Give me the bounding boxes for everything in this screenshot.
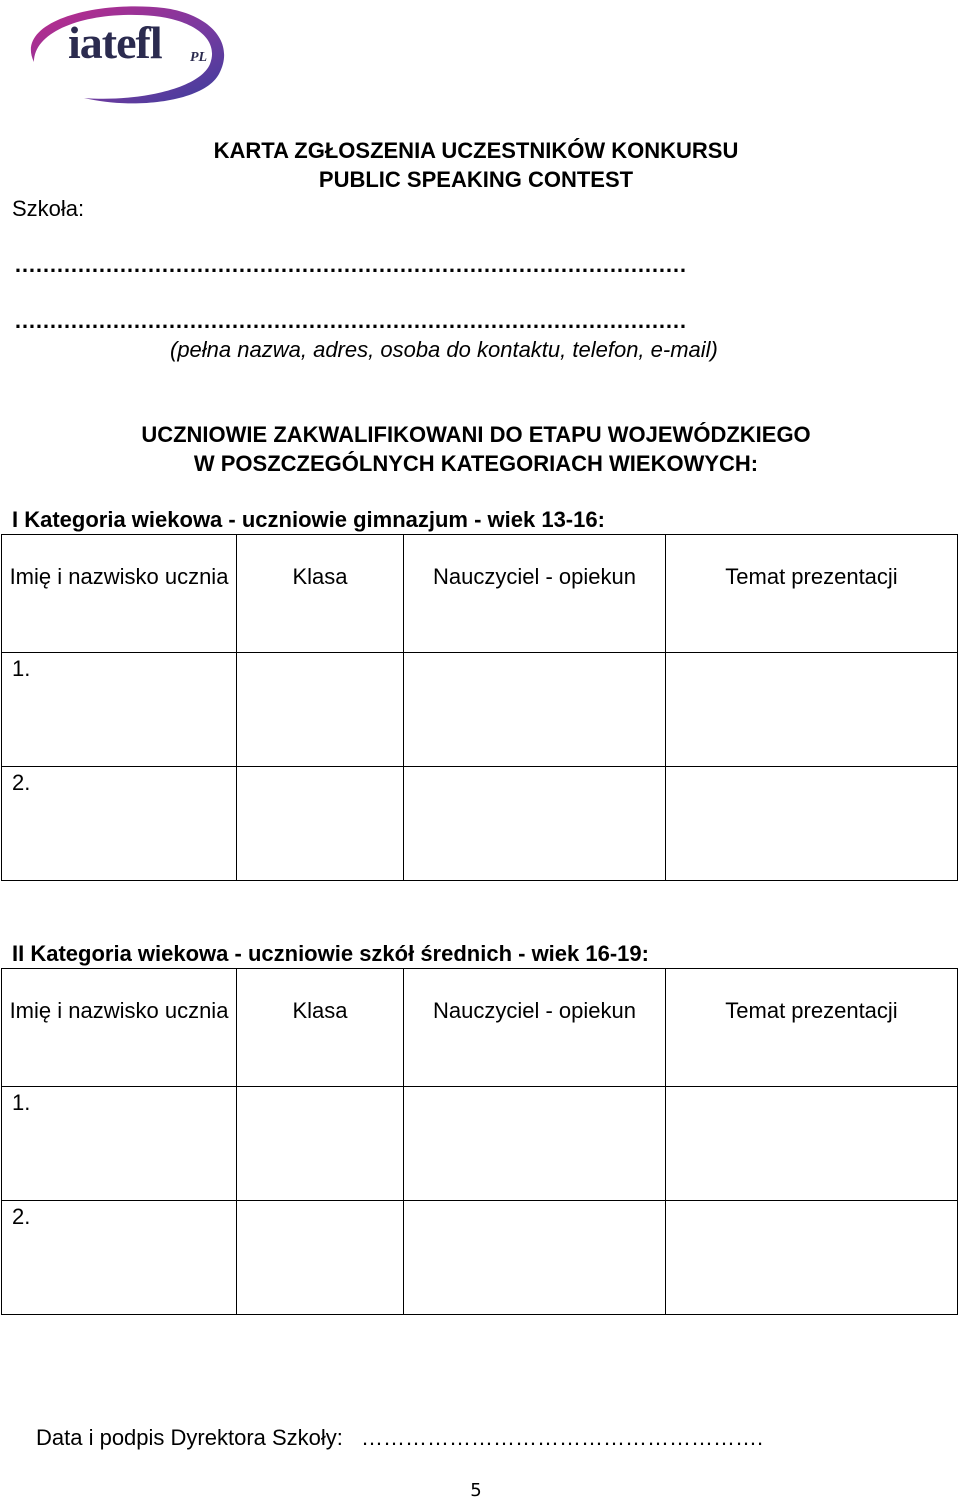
section-heading-line1: UCZNIOWIE ZAKWALIFIKOWANI DO ETAPU WOJEWÓDZKIEGO <box>141 422 811 447</box>
teacher-cell[interactable] <box>404 1087 666 1201</box>
row-number-cell[interactable]: 1. <box>2 1087 237 1201</box>
topic-cell[interactable] <box>666 1087 958 1201</box>
table-row <box>2 1087 958 1201</box>
form-title-line1: KARTA ZGŁOSZENIA UCZESTNIKÓW KONKURSU <box>213 138 739 163</box>
header-topic: Temat prezentacji <box>666 969 958 1087</box>
page-number: 5 <box>470 1480 482 1501</box>
category-2-title: II Kategoria wiekowa - uczniowie szkół średnich - wiek 16-19: <box>12 941 649 966</box>
header-class: Klasa <box>237 969 404 1087</box>
header-class: Klasa <box>237 535 404 653</box>
class-cell[interactable] <box>237 767 404 881</box>
table-row <box>2 767 958 881</box>
row-number-cell[interactable]: 2. <box>2 1201 237 1315</box>
table-row <box>2 1201 958 1315</box>
class-cell[interactable] <box>237 1201 404 1315</box>
header-student-name: Imię i nazwisko ucznia <box>2 969 237 1087</box>
category-1-table <box>1 534 958 881</box>
class-cell[interactable] <box>237 653 404 767</box>
teacher-cell[interactable] <box>404 1201 666 1315</box>
topic-cell[interactable] <box>666 767 958 881</box>
school-fill-line-2[interactable]: …………………………………………………………………………………… <box>14 308 686 333</box>
signature-fill[interactable]: ………………………………………………. <box>361 1425 764 1450</box>
row-number-cell[interactable]: 1. <box>2 653 237 767</box>
topic-cell[interactable] <box>666 653 958 767</box>
category-2-table <box>1 968 958 1315</box>
table-header-row <box>2 535 958 653</box>
school-fill-line-1[interactable]: …………………………………………………………………………………… <box>14 252 686 277</box>
section-heading-line2: W POSZCZEGÓLNYCH KATEGORIACH WIEKOWYCH: <box>193 451 759 476</box>
header-student-name: Imię i nazwisko ucznia <box>2 535 237 653</box>
logo-wordmark: iatefl <box>68 17 162 68</box>
signature-label: Data i podpis Dyrektora Szkoły: <box>36 1425 343 1450</box>
table-row <box>2 653 958 767</box>
signature-line <box>36 1425 763 1451</box>
table-header-row <box>2 969 958 1087</box>
header-topic: Temat prezentacji <box>666 535 958 653</box>
school-hint: (pełna nazwa, adres, osoba do kontaktu, telefon, e-mail) <box>170 337 718 362</box>
class-cell[interactable] <box>237 1087 404 1201</box>
logo-suffix: PL <box>190 50 208 65</box>
header-teacher: Nauczyciel - opiekun <box>404 535 666 653</box>
teacher-cell[interactable] <box>404 653 666 767</box>
iatefl-logo <box>14 2 234 112</box>
form-title-line2: PUBLIC SPEAKING CONTEST <box>318 167 634 192</box>
header-teacher: Nauczyciel - opiekun <box>404 969 666 1087</box>
teacher-cell[interactable] <box>404 767 666 881</box>
school-label: Szkoła: <box>12 196 85 221</box>
topic-cell[interactable] <box>666 1201 958 1315</box>
category-1-title: I Kategoria wiekowa - uczniowie gimnazjum - wiek 13-16: <box>12 507 605 532</box>
row-number-cell[interactable]: 2. <box>2 767 237 881</box>
